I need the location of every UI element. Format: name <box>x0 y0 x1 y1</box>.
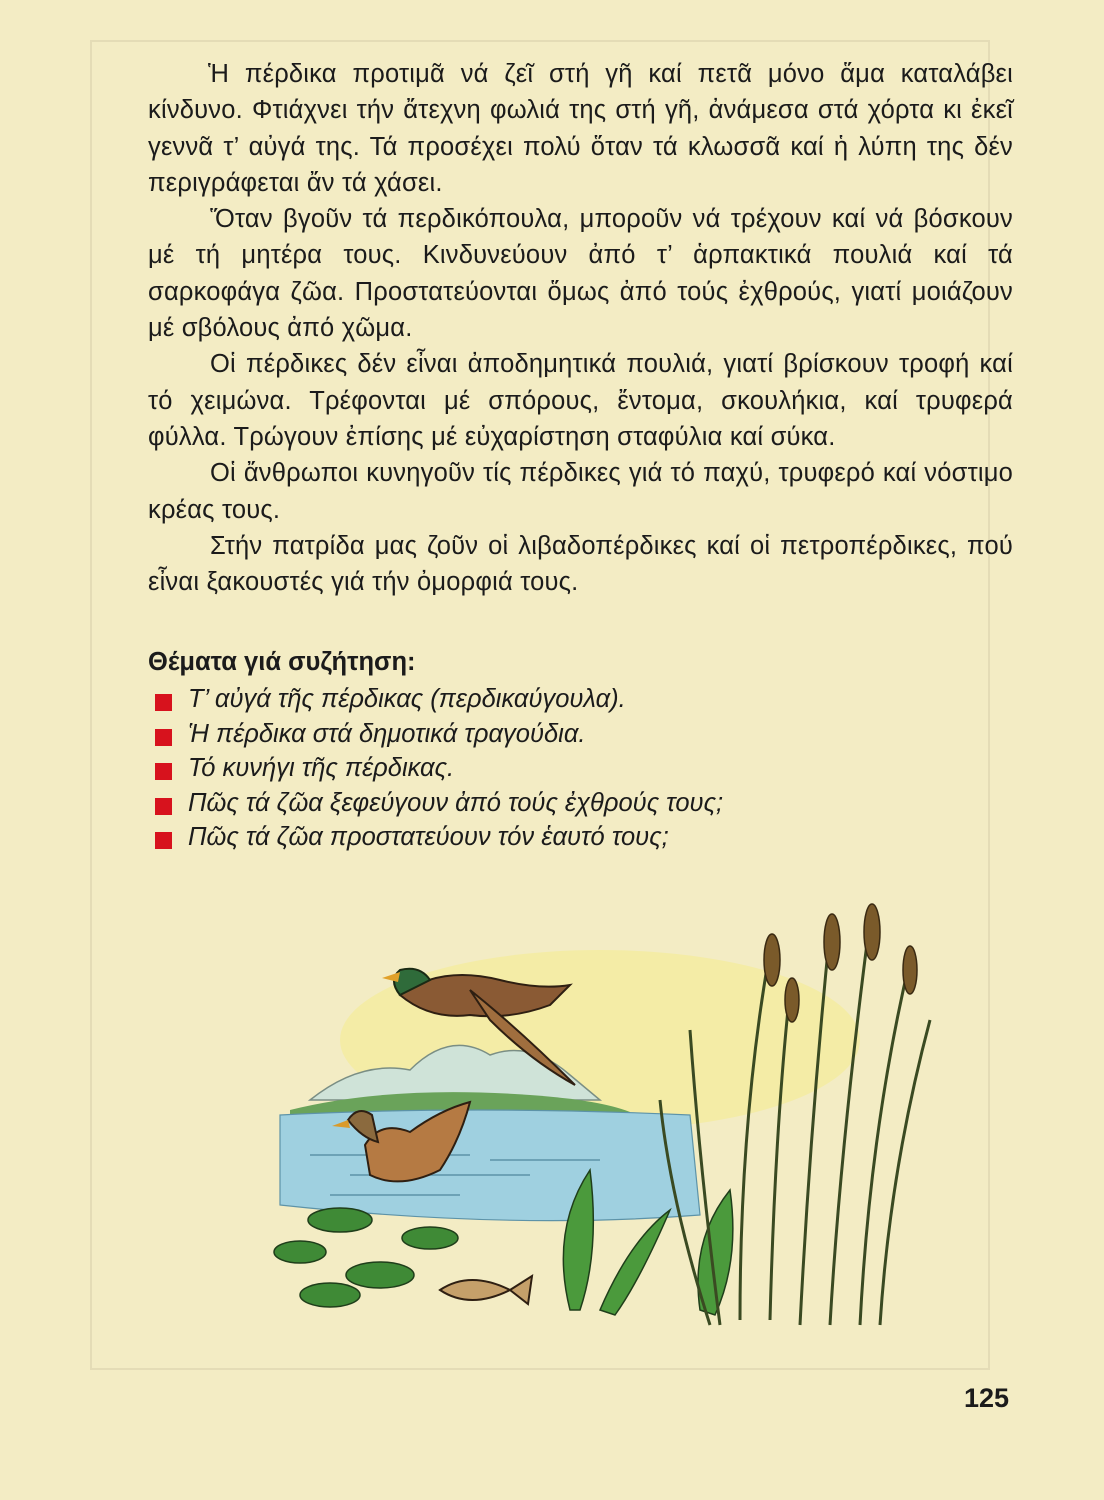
paragraph-5: Στήν πατρίδα μας ζοῦν οἱ λιβαδοπέρδικες καί οἱ πετροπέρδικες, πού εἶναι ξακουστές γιά τήν ὀμορφιά τους. <box>148 531 1013 597</box>
red-square-bullet-icon <box>155 694 172 711</box>
paragraph-4: Οἱ ἄνθρωποι κυνηγοῦν τίς πέρδικες γιά τό παχύ, τρυφερό καί νόστιμο κρέας τους. <box>148 459 1013 524</box>
body-text <box>148 56 1013 600</box>
fish-icon <box>440 1276 532 1304</box>
topic-text: Τ’ αὐγά τῆς πέρδικας (περδικαύγουλα). <box>188 685 626 713</box>
topic-item <box>153 682 853 717</box>
topic-text: Πῶς τά ζῶα ξεφεύγουν ἀπό τούς ἐχθρούς τους; <box>188 788 724 817</box>
topic-item <box>153 786 853 821</box>
topic-text: Πῶς τά ζῶα προστατεύουν τόν ἑαυτό τους; <box>188 823 669 851</box>
page-number: 125 <box>963 1383 1009 1413</box>
paragraph-2: Ὅταν βγοῦν τά περδικόπουλα, μποροῦν νά τρέχουν καί νά βόσκουν μέ τή μητέρα τους. Κινδυνεύουν ἀπό τ’ ἁρπακτικά πουλιά καί τά σαρκοφάγα ζῶα. Προστατεύονται ὅμως ἀπό τούς ἐχθρούς, γιατί μοιάζουν μέ σβόλους ἀπό χῶμα. <box>148 205 1013 343</box>
discussion-heading: Θέματα γιά συζήτηση: <box>148 648 416 676</box>
topic-item <box>153 751 853 786</box>
paragraph-1: Ἡ πέρδικα προτιμᾶ νά ζεῖ στή γῆ καί πετᾶ μόνο ἅμα καταλάβει κίνδυνο. Φτιάχνει τήν ἄτεχνη φωλιά της στή γῆ, ἀνάμεσα στά χόρτα κι ἐκεῖ γεννᾶ τ’ αὐγά της. Τά προσέχει πολύ ὅταν τά κλωσσᾶ καί ἡ λύπη της δέν περιγράφεται ἄν τά χάσει. <box>148 60 1013 197</box>
red-square-bullet-icon <box>155 798 172 815</box>
red-square-bullet-icon <box>155 763 172 780</box>
lily-pads <box>274 1208 458 1307</box>
topic-item <box>153 820 853 855</box>
red-square-bullet-icon <box>155 729 172 746</box>
topic-item <box>153 717 853 752</box>
discussion-topics <box>153 682 853 855</box>
topic-text: Τό κυνήγι τῆς πέρδικας. <box>188 754 455 782</box>
paragraph-3: Οἱ πέρδικες δέν εἶναι ἀποδημητικά πουλιά, γιατί βρίσκουν τροφή καί τό χειμώνα. Τρέφονται μέ σπόρους, ἔντομα, σκουλήκια, καί τρυφερά φύλλα. Τρώγουν ἐπίσης μέ εὐχαρίστηση σταφύλια καί σύκα. <box>148 350 1013 451</box>
pond-illustration <box>270 870 1000 1370</box>
topic-text: Ἡ πέρδικα στά δημοτικά τραγούδια. <box>188 719 586 748</box>
red-square-bullet-icon <box>155 832 172 849</box>
reed-heads <box>764 904 917 1022</box>
